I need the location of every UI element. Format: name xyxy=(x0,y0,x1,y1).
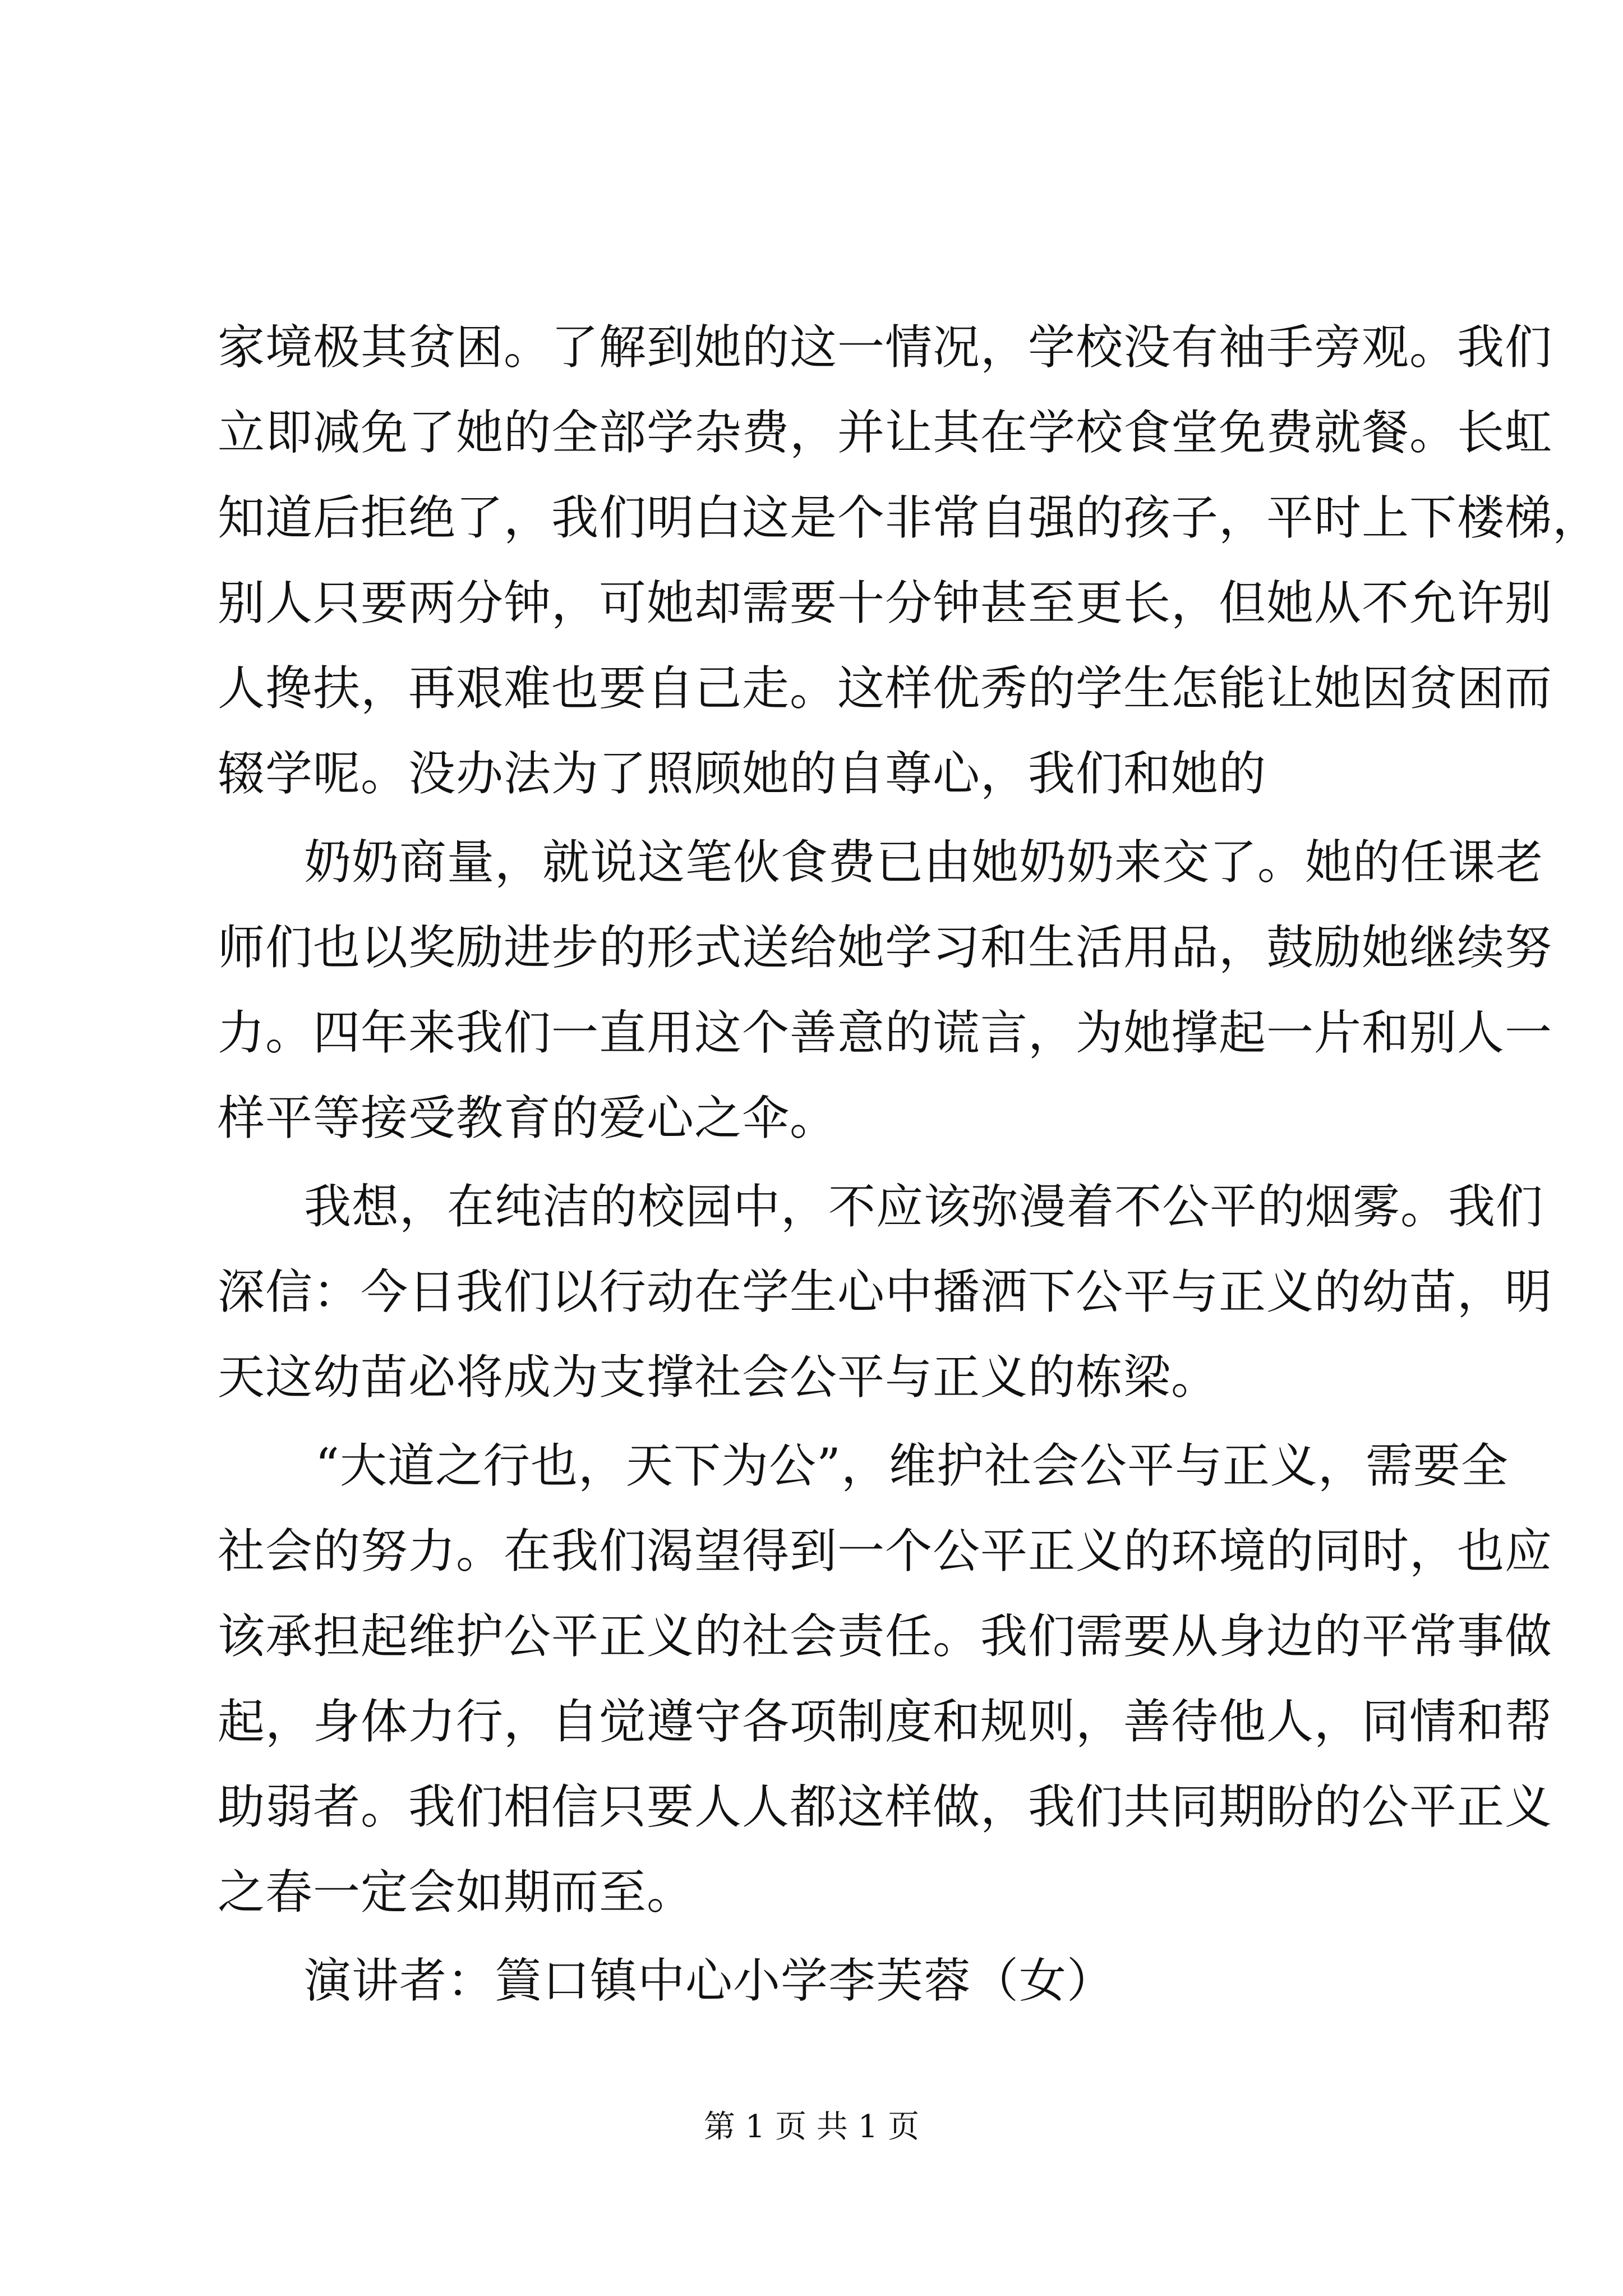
paragraph-line: 助弱者。我们相信只要人人都这样做，我们共同期盼的公平正义 xyxy=(218,1779,1553,1834)
paragraph-line: 天这幼苗必将成为支撑社会公平与正义的栋梁。 xyxy=(218,1350,1219,1405)
paragraph-line: 起，身体力行，自觉遵守各项制度和规则，善待他人，同情和帮 xyxy=(218,1694,1553,1749)
paragraph-line: 辍学呢。没办法为了照顾她的自尊心，我们和她的 xyxy=(218,746,1267,801)
paragraph-line: 力。四年来我们一直用这个善意的谎言，为她撑起一片和别人一 xyxy=(218,1005,1553,1060)
paragraph-line: 样平等接受教育的爱心之伞。 xyxy=(218,1091,838,1145)
paragraph-line: 别人只要两分钟，可她却需要十分钟甚至更长，但她从不允许别 xyxy=(218,576,1553,631)
paragraph-line: 师们也以奖励进步的形式送给她学习和生活用品，鼓励她继续努 xyxy=(218,920,1553,975)
paragraph-line: 深信：今日我们以行动在学生心中播洒下公平与正义的幼苗，明 xyxy=(218,1264,1553,1319)
paragraph-line: 奶奶商量，就说这笔伙食费已由她奶奶来交了。她的任课老 xyxy=(304,835,1544,890)
page-number-footer: 第 1 页 共 1 页 xyxy=(703,2109,920,2145)
paragraph-line: 之春一定会如期而至。 xyxy=(218,1865,695,1920)
paragraph-line: 人搀扶，再艰难也要自己走。这样优秀的学生怎能让她因贫困而 xyxy=(218,661,1553,716)
paragraph-line: 该承担起维护公平正义的社会责任。我们需要从身边的平常事做 xyxy=(218,1609,1553,1664)
paragraph-line: 家境极其贫困。了解到她的这一情况，学校没有袖手旁观。我们 xyxy=(218,320,1553,375)
paragraph-line: 立即减免了她的全部学杂费，并让其在学校食堂免费就餐。长虹 xyxy=(218,405,1553,460)
paragraph-line: 我想，在纯洁的校园中，不应该弥漫着不公平的烟雾。我们 xyxy=(304,1179,1544,1234)
paragraph-line: 知道后拒绝了，我们明白这是个非常自强的孩子，平时上下楼梯， xyxy=(218,490,1601,545)
paragraph-line: 社会的努力。在我们渴望得到一个公平正义的环境的同时，也应 xyxy=(218,1524,1553,1579)
speaker-signature: 演讲者：篢口镇中心小学李芙蓉（女） xyxy=(304,1953,1115,2008)
paragraph-line: “大道之行也，天下为公”，维护社会公平与正义，需要全 xyxy=(315,1438,1509,1493)
